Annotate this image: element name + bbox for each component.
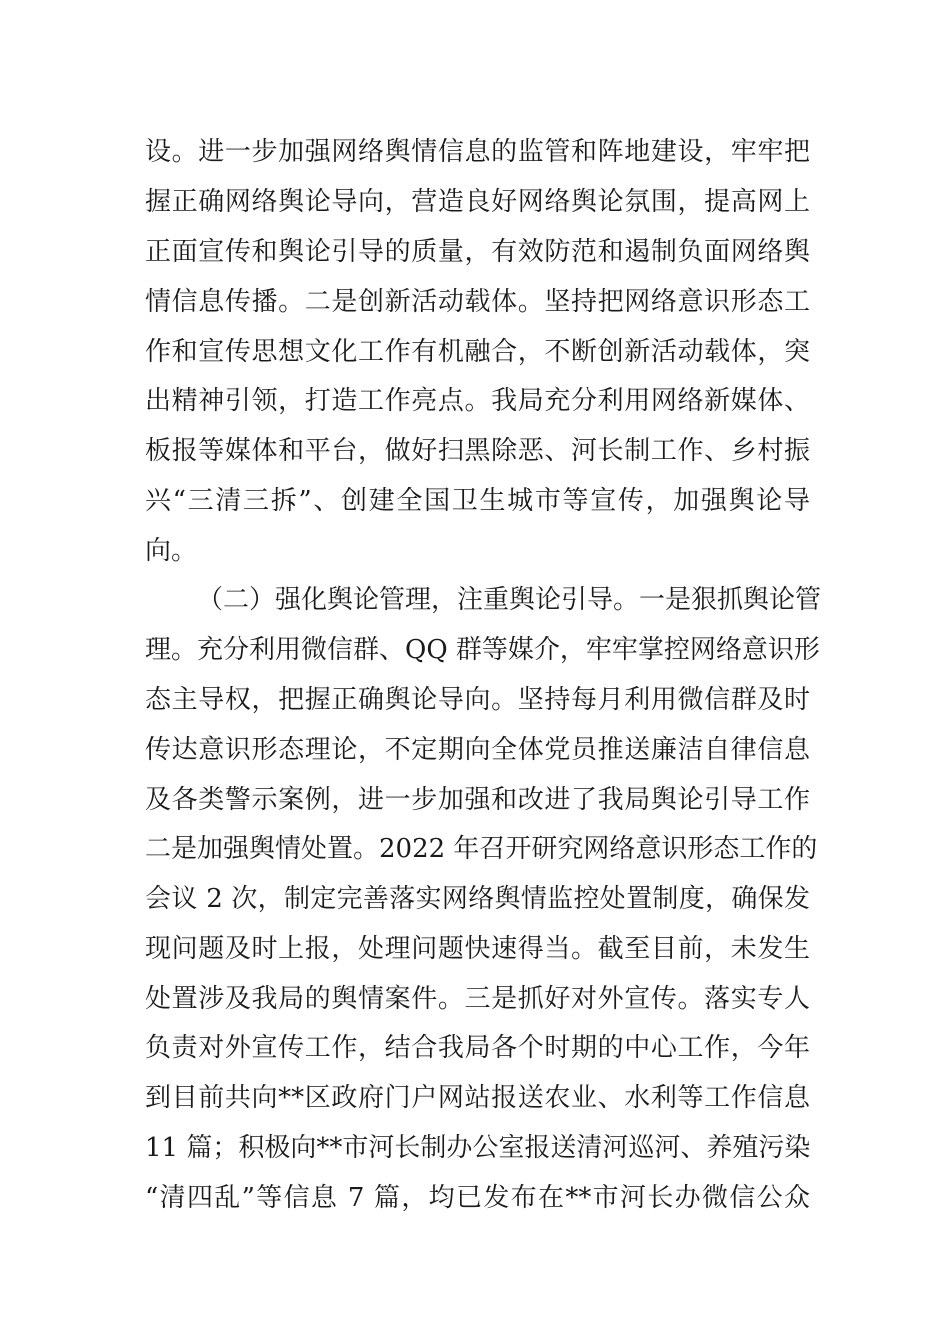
text-line: 会议 2 次，制定完善落实网络舆情监控处置制度，确保发 xyxy=(145,884,810,914)
text-line: 现问题及时上报，处理问题快速得当。截至目前，未发生 xyxy=(145,934,810,964)
text-line: 兴“三清三拆”、创建全国卫生城市等宣传，加强舆论导 xyxy=(145,486,810,516)
section-heading-line: （二）强化舆论管理，注重舆论引导。一是狠抓舆论管 xyxy=(197,585,822,615)
text-line: 情信息传播。二是创新活动载体。坚持把网络意识形态工 xyxy=(145,287,810,317)
text-line: 设。进一步加强网络舆情信息的监管和阵地建设，牢牢把 xyxy=(145,137,810,167)
text-line: 板报等媒体和平台，做好扫黑除恶、河长制工作、乡村振 xyxy=(145,436,810,466)
text-line: 传达意识形态理论，不定期向全体党员推送廉洁自律信息 xyxy=(145,735,810,765)
text-line: “清四乱”等信息 7 篇，均已发布在**市河长办微信公众 xyxy=(145,1183,810,1213)
text-line: 处置涉及我局的舆情案件。三是抓好对外宣传。落实专人 xyxy=(145,984,810,1014)
text-line: 握正确网络舆论导向，营造良好网络舆论氛围，提高网上 xyxy=(145,187,810,217)
text-line: 二是加强舆情处置。2022 年召开研究网络意识形态工作的 xyxy=(145,834,818,864)
text-line: 出精神引领，打造工作亮点。我局充分利用网络新媒体、 xyxy=(145,386,810,416)
text-line: 及各类警示案例，进一步加强和改进了我局舆论引导工作 xyxy=(145,785,810,815)
text-line: 正面宣传和舆论引导的质量，有效防范和遏制负面网络舆 xyxy=(145,237,810,267)
text-line: 负责对外宣传工作，结合我局各个时期的中心工作，今年 xyxy=(145,1033,810,1063)
text-line: 理。充分利用微信群、QQ 群等媒介，牢牢掌控网络意识形 xyxy=(145,635,820,665)
text-line: 11 篇；积极向**市河长制办公室报送清河巡河、养殖污染 xyxy=(145,1133,811,1163)
text-line: 态主导权，把握正确舆论导向。坚持每月利用微信群及时 xyxy=(145,685,810,715)
text-line: 向。 xyxy=(145,536,198,566)
text-line: 作和宣传思想文化工作有机融合，不断创新活动载体，突 xyxy=(145,337,810,367)
text-line: 到目前共向**区政府门户网站报送农业、水利等工作信息 xyxy=(145,1083,810,1113)
